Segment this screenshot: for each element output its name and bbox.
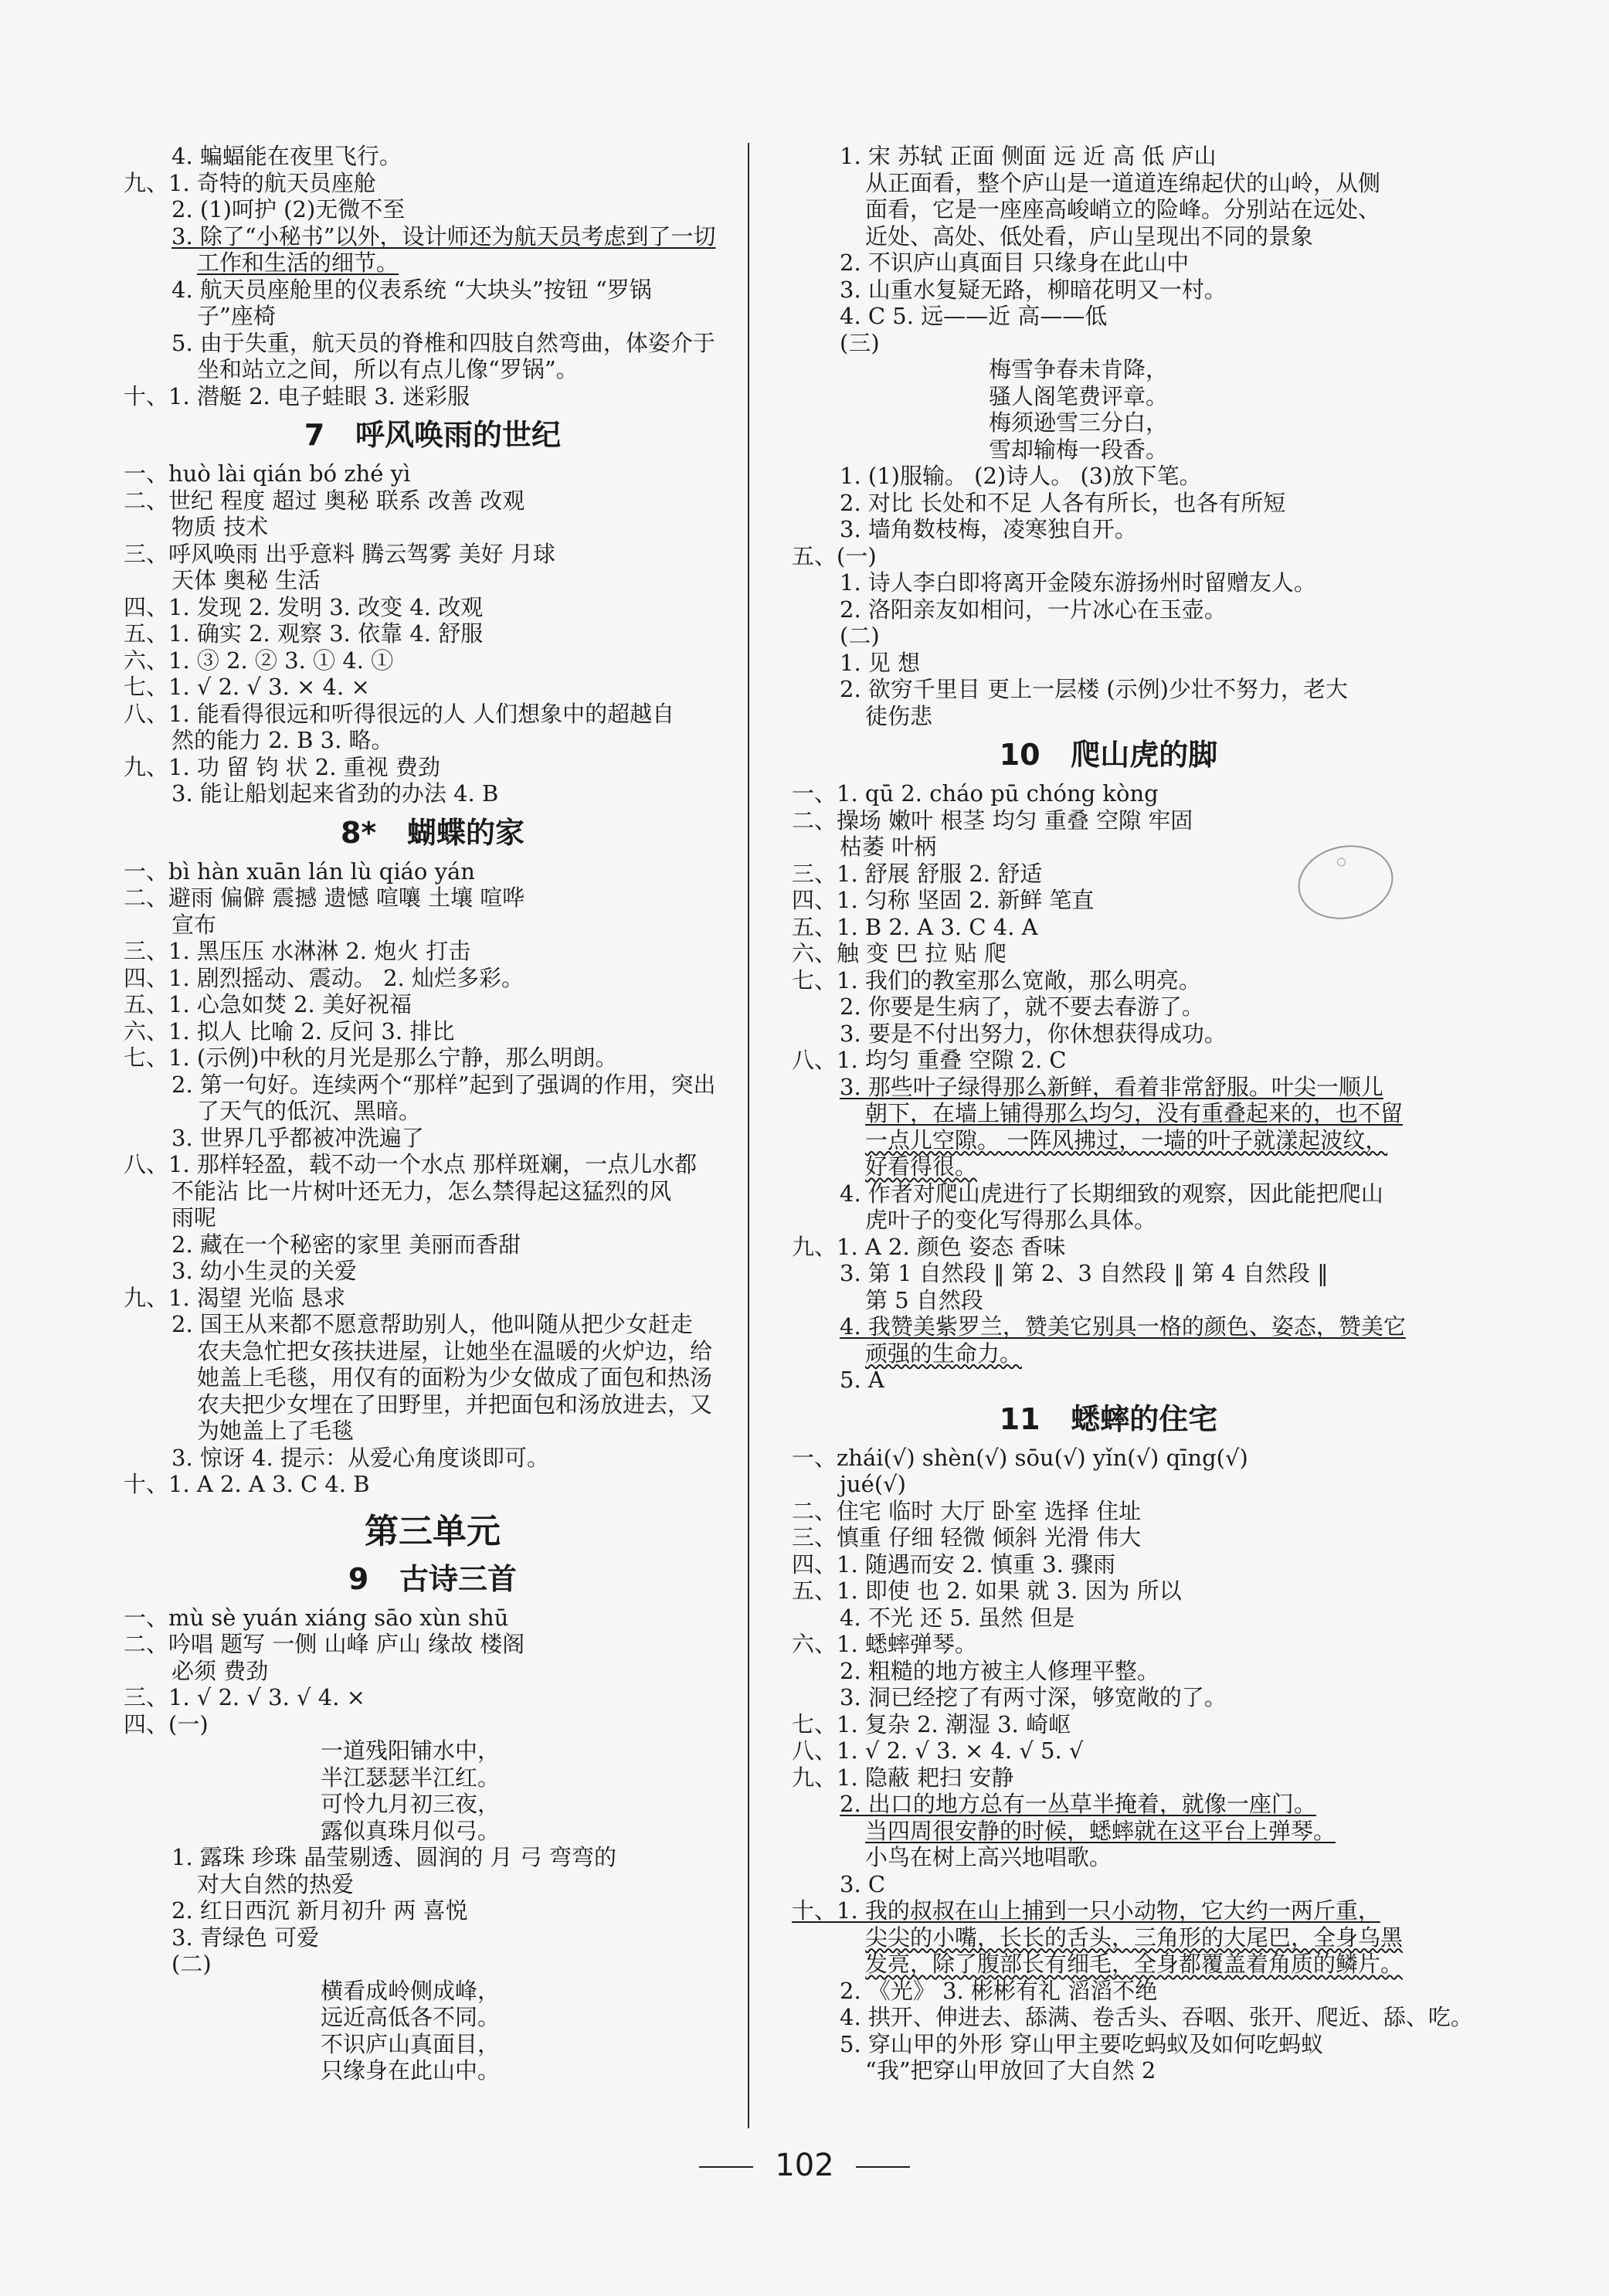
answer-line-text: 一、mù sè yuán xiáng sāo xùn shū [124,1604,509,1631]
answer-subline [124,1178,742,1205]
answer-subline-text: 5. A [840,1367,884,1393]
poem-line-text: 横看成岭侧成峰， [321,1977,501,2004]
answer-line-text: 七、1. 复杂 2. 潮湿 3. 崎岖 [792,1710,1071,1737]
answer-continuation [124,356,742,383]
answer-continuation [792,1340,1425,1367]
answer-subline [124,1924,742,1951]
answer-line-text: 二、世纪 程度 超过 奥秘 联系 改善 改观 [124,487,525,514]
answer-subline-text: 1. 宋 苏轼 正面 侧面 远 近 高 低 庐山 [840,143,1217,169]
answer-subline-text: 2. 不识庐山真面目 只缘身在此山中 [840,250,1190,276]
answer-line-text: 三、1. √ 2. √ 3. √ 4. × [124,1684,365,1710]
answer-subline [124,567,742,594]
answer-line-text: 五、1. 心急如焚 2. 美好祝福 [124,991,412,1017]
answer-continuation [124,1871,742,1898]
answer-continuation [124,1364,742,1391]
answer-subline-text: 3. C [840,1870,886,1897]
answer-subline [124,514,742,541]
answer-line [124,487,742,515]
answer-subline [792,303,1425,330]
answer-subline [792,993,1425,1021]
answer-continuation-text: 为她盖上了毛毯 [197,1418,355,1444]
lesson-title-text: 8* 蝴蝶的家 [340,815,524,850]
answer-line [124,1285,742,1312]
answer-line-text: 六、1. 蟋蟀弹琴。 [792,1631,977,1657]
answer-continuation-text: 对大自然的热爱 [197,1870,355,1897]
answer-subline-text: 必须 费劲 [171,1657,269,1684]
answer-line-text: 七、1. (示例)中秋的月光是那么宁静，那么明朗。 [124,1044,618,1071]
answer-line [124,938,742,965]
answer-subline [792,1658,1425,1685]
answer-line-text: 十、1. A 2. A 3. C 4. B [124,1471,370,1497]
answer-subline [124,1897,742,1924]
answer-continuation-text: 虎叶子的变化写得那么具体。 [865,1207,1157,1233]
answer-line-text: 十、1. 潜艇 2. 电子蛙眼 3. 迷彩服 [124,382,470,409]
poem-line [124,2004,742,2031]
answer-line [124,965,742,992]
answer-subline [124,780,742,807]
answer-subline [124,1844,742,1871]
answer-line-text: 八、1. 能看得很远和听得很远的人 人们想象中的超越自 [124,700,675,727]
answer-subline-text: 2. 藏在一个秘密的家里 美丽而香甜 [171,1231,521,1258]
poem-line-text: 只缘身在此山中。 [321,2057,501,2084]
answer-line-text: 三、1. 黑压压 水淋淋 2. 炮火 打击 [124,938,471,964]
poem-line [124,1978,742,2005]
answer-line-text: 五、1. 即使 也 2. 如果 就 3. 因为 所以 [792,1578,1182,1604]
answer-subline-text: 3. 第 1 自然段 ‖ 第 2、3 自然段 ‖ 第 4 自然段 ‖ [840,1260,1329,1286]
answer-subline [792,2031,1425,2058]
answer-subline [792,623,1425,650]
answer-continuation [792,1127,1425,1154]
answer-continuation-text: 尖尖的小嘴，长长的舌头，三角形的大尾巴，全身乌黑 [865,1924,1404,1951]
answer-subline [792,1871,1425,1898]
answer-line-text: 八、1. 均匀 重叠 空隙 2. C [792,1047,1067,1073]
lesson-title [792,739,1425,771]
answer-line [792,1737,1425,1764]
answer-subline-text: 2. 对比 长处和不足 人各有所长，也各有所短 [840,489,1286,516]
lesson-title-text: 7 呼风唤雨的世纪 [304,418,562,452]
answer-line-text: 四、1. 匀称 坚固 2. 新鲜 笔直 [792,887,1095,913]
poem-line-text: 半江瑟瑟半江红。 [321,1764,501,1791]
answer-subline-text: 2. (1)呵护 (2)无微不至 [171,196,406,222]
answer-line-text: 六、触 变 巴 拉 贴 爬 [792,940,1007,966]
answer-line [792,780,1425,807]
answer-subline [124,1204,742,1231]
unit-title [124,1512,742,1552]
answer-subline-text: jué(√) [840,1471,906,1497]
answer-line-text: 九、1. 奇特的航天员座舱 [124,169,376,196]
poem-line [792,409,1425,436]
answer-subline [124,1072,742,1099]
answer-subline [124,1445,742,1472]
answer-line [124,674,742,701]
poem-line [124,2057,742,2084]
answer-line-text: 二、住宅 临时 大厅 卧室 选择 住址 [792,1497,1142,1524]
lesson-title-text: 10 爬山虎的脚 [999,738,1218,772]
answer-subline-text: (二) [840,623,880,649]
answer-subline-text: 3. 那些叶子绿得那么新鲜，看着非常舒服。叶尖一顺儿 [840,1073,1383,1100]
answer-subline-text: 3. 青绿色 可爱 [171,1924,320,1951]
answer-subline [792,277,1425,304]
answer-line-text: 五、1. 确实 2. 观察 3. 依靠 4. 舒服 [124,620,484,647]
answer-subline [792,1180,1425,1207]
faint-stamp: ○ [1292,837,1400,928]
lesson-title [792,1403,1425,1435]
answer-line [124,1044,742,1072]
answer-line-text: 五、1. B 2. A 3. C 4. A [792,913,1038,940]
answer-subline [792,2004,1473,2031]
answer-continuation-text: 朝下，在墙上铺得那么均匀，没有重叠起来的，也不留 [865,1100,1404,1126]
answer-subline-text: 然的能力 2. B 3. 略。 [171,727,394,753]
lesson-title-text: 11 蟋蟀的住宅 [999,1401,1218,1436]
answer-subline [124,1231,742,1258]
answer-continuation [124,1338,742,1365]
answer-subline [792,463,1425,490]
answer-continuation [792,170,1425,197]
answer-line-text: 六、1. 拟人 比喻 2. 反问 3. 排比 [124,1017,455,1044]
answer-continuation-text: 农夫把少女埋在了田野里，并把面包和汤放进去，又 [197,1391,713,1418]
answer-continuation-text: 从正面看，整个庐山是一道道连绵起伏的山岭，从侧 [865,169,1381,196]
answer-line [792,1445,1425,1472]
answer-continuation [792,1100,1425,1127]
answer-line-text: 一、zhái(√) shèn(√) sōu(√) yǐn(√) qīng(√) [792,1444,1248,1471]
answer-continuation-text: 一点儿空隙。 一阵风拂过，一墙的叶子就漾起波纹， [865,1126,1388,1153]
answer-line-text: 三、1. 舒展 舒服 2. 舒适 [792,860,1043,887]
answer-continuation [124,1418,742,1445]
answer-subline-text: 4. 航天员座舱里的仪表系统 “大块头”按钮 “罗锅 [171,276,652,303]
answer-subline [792,569,1425,596]
answer-line [124,991,742,1018]
answer-subline [124,196,742,223]
answer-subline-text: 3. 能让船划起来省劲的办法 4. B [171,780,499,807]
poem-line [124,1764,742,1792]
answer-subline-text: 宣布 [171,911,217,938]
answer-line [792,807,1425,834]
answer-subline [792,676,1425,703]
answer-line [124,858,742,885]
answer-line [124,701,742,728]
poem-line-text: 雪却输梅一段香。 [989,436,1169,463]
answer-continuation [124,1391,742,1418]
answer-subline-text: 雨呢 [171,1204,217,1231]
poem-line [792,436,1425,464]
answer-continuation [124,250,742,277]
answer-continuation-text: 子”座椅 [197,303,276,329]
answer-continuation [792,2057,1425,2084]
answer-continuation [792,196,1425,223]
answer-continuation-text: “我”把穿山甲放回了大自然 2 [865,2057,1156,2084]
answer-subline [124,1125,742,1152]
answer-subline [124,1311,742,1338]
answer-line [792,1524,1425,1551]
answer-subline-text: 5. 由于失重，航天员的脊椎和四肢自然弯曲，体姿介于 [171,329,715,356]
answer-continuation-text: 了天气的低沉、黑暗。 [197,1098,422,1124]
answer-subline-text: 4. 作者对爬山虎进行了长期细致的观察，因此能把爬山 [840,1180,1383,1207]
poem-line [124,2031,742,2058]
page-number: 102 [775,2148,834,2183]
answer-subline [124,912,742,939]
answer-subline-text: 2. 出口的地方总有一丛草半掩着，就像一座门。 [840,1791,1316,1817]
answer-continuation [792,1924,1425,1951]
answer-line [124,541,742,568]
answer-line [124,1605,742,1632]
answer-subline-text: 1. 露珠 珍珠 晶莹剔透、圆润的 月 弓 弯弯的 [171,1844,616,1870]
answer-continuation [792,1818,1425,1845]
answer-subline-text: 2. 《光》 3. 彬彬有礼 滔滔不绝 [840,1977,1158,2004]
answer-subline [792,516,1425,543]
answer-line-text: 九、1. 渴望 光临 恳求 [124,1284,346,1311]
answer-line-text: 八、1. √ 2. √ 3. × 4. √ 5. √ [792,1737,1084,1764]
answer-subline [124,143,742,170]
lesson-title [124,817,742,849]
answer-continuation [792,1844,1425,1871]
poem-line-text: 远近高低各不同。 [321,2004,501,2030]
answer-subline-text: 2. 粗糙的地方被主人修理平整。 [840,1657,1159,1684]
answer-line [124,594,742,621]
answer-subline [792,1260,1425,1287]
answer-continuation-text: 她盖上毛毯，用仅有的面粉为少女做成了面包和热汤 [197,1364,713,1391]
answer-continuation-text: 好看得很。 [865,1153,978,1180]
answer-line [124,1151,742,1178]
answer-subline-text: 3. 要是不付出努力，你休想获得成功。 [840,1020,1227,1047]
answer-subline-text: 3. 墙角数枝梅，凌寒独自开。 [840,516,1137,542]
answer-subline [792,1978,1425,2005]
answer-line-text: 三、呼风唤雨 出乎意料 腾云驾雾 美好 月球 [124,540,555,567]
answer-continuation-text: 近处、高处、低处看，庐山呈现出不同的景象 [865,222,1314,250]
answer-line-text: 六、1. ③ 2. ② 3. ① 4. ① [124,647,394,674]
answer-line-text: 十、1. 我的叔叔在山上捕到一只小动物，它大约一两斤重， [792,1897,1380,1924]
answer-subline [792,1074,1425,1101]
poem-line [792,383,1425,410]
answer-subline [792,1684,1425,1711]
answer-line [124,1018,742,1045]
page-number-footer [0,2148,1609,2183]
answer-subline [792,1605,1425,1632]
answer-subline-text: 枯萎 叶柄 [840,834,937,860]
answer-line-text: 二、操场 嫩叶 根茎 均匀 重叠 空隙 牢固 [792,807,1193,834]
answer-subline-text: 4. 我赞美紫罗兰，赞美它别具一格的颜色、姿态，赞美它 [840,1313,1406,1340]
answer-subline-text: 1. 见 想 [840,649,921,676]
answer-subline-text: 4. 拱开、伸进去、舔满、卷舌头、吞咽、张开、爬近、舔、吃。 [840,2004,1473,2030]
answer-line-text: 二、吟唱 题写 一侧 山峰 庐山 缘故 楼阁 [124,1631,525,1657]
lesson-title [124,1563,742,1595]
answer-line-text: 四、1. 发现 2. 发明 3. 改变 4. 改观 [124,593,484,620]
left-column [124,143,742,2084]
answer-continuation-text: 发亮，除了腹部长有细毛，全身都覆盖着角质的鳞片。 [865,1951,1404,1977]
answer-line [124,885,742,912]
footer-dash-right [856,2166,910,2168]
answer-subline-text: 2. 红日西沉 新月初升 两 喜悦 [171,1897,468,1924]
poem-line [124,1737,742,1764]
answer-subline [124,727,742,754]
answer-line [124,647,742,674]
answer-continuation [124,303,742,330]
answer-subline [124,1258,742,1285]
answer-subline-text: 3. 惊讶 4. 提示：从爱心角度谈即可。 [171,1444,549,1471]
answer-subline-text: 1. 诗人李白即将离开金陵东游扬州时留赠友人。 [840,569,1316,596]
answer-subline [124,1658,742,1685]
answer-line-text: 三、慎重 仔细 轻微 倾斜 光滑 伟大 [792,1524,1142,1550]
answer-subline [792,1313,1425,1340]
answer-subline [792,1367,1425,1394]
answer-continuation-text: 小鸟在树上高兴地唱歌。 [865,1844,1112,1870]
poem-line [124,1818,742,1845]
answer-subline [792,650,1425,677]
answer-continuation [792,703,1425,730]
answer-subline-text: 3. 幼小生灵的关爱 [171,1258,357,1284]
answer-subline [792,1471,1425,1498]
answer-line [792,1551,1425,1578]
answer-continuation-text: 顽强的生命力。 [865,1340,1023,1367]
answer-subline-text: 4. 蝙蝠能在夜里飞行。 [171,143,402,169]
answer-continuation [792,1153,1425,1180]
answer-subline-text: 2. 第一句好。连续两个“那样”起到了强调的作用，突出 [171,1071,716,1098]
answer-subline-text: (二) [171,1951,212,1977]
answer-continuation-text: 当四周很安静的时候，蟋蟀就在这平台上弹琴。 [865,1817,1336,1844]
answer-continuation-text: 徒伤悲 [865,702,933,729]
answer-subline-text: 2. 洛阳亲友如相问，一片冰心在玉壶。 [840,596,1227,623]
answer-continuation-text: 农夫急忙把女孩扶进屋，让她坐在温暖的火炉边，给 [197,1337,713,1364]
lesson-title-text: 9 古诗三首 [348,1561,518,1596]
answer-line [124,460,742,487]
answer-line [792,1711,1425,1738]
answer-continuation [792,223,1425,250]
answer-line-text: 一、1. qū 2. cháo pū chóng kòng [792,780,1159,807]
answer-line-text: 一、huò lài qián bó zhé yì [124,460,411,487]
answer-line [124,1471,742,1498]
answer-subline-text: 3. 世界几乎都被冲洗遍了 [171,1124,424,1151]
answer-subline-text: 2. 你要是生病了，就不要去春游了。 [840,993,1204,1020]
answer-line [792,1234,1425,1261]
lesson-title [124,419,742,451]
answer-line [792,1764,1425,1792]
poem-line-text: 不识庐山真面目， [321,2030,501,2057]
answer-line-text: 二、避雨 偏僻 震撼 遗憾 喧嚷 土壤 喧哗 [124,885,525,911]
poem-line-text: 露似真珠月似弓。 [321,1817,501,1844]
answer-continuation [792,1951,1425,1978]
poem-line-text: 一道残阳铺水中， [321,1737,501,1764]
answer-subline-text: 3. 洞已经挖了有两寸深，够宽敞的了。 [840,1684,1227,1710]
answer-line [792,1498,1425,1525]
answer-line [792,1047,1425,1074]
answer-subline [124,330,742,357]
answer-continuation [124,1098,742,1125]
answer-line-text: 七、1. 我们的教室那么宽敞，那么明亮。 [792,966,1201,993]
answer-continuation-text: 第 5 自然段 [865,1286,983,1313]
answer-continuation-text: 面看，它是一座座高峻峭立的险峰。分别站在远处、 [865,196,1381,222]
answer-line-text: 九、1. A 2. 颜色 姿态 香味 [792,1233,1066,1260]
answer-subline [792,490,1425,517]
answer-line [124,170,742,197]
answer-subline-text: 4. C 5. 远——近 高——低 [840,303,1108,329]
answer-subline [792,250,1425,277]
answer-line [124,1631,742,1658]
poem-line-text: 梅雪争春未肯降， [989,356,1169,382]
answer-line [792,940,1425,967]
answer-subline-text: 物质 技术 [171,514,269,540]
answer-subline [124,223,742,250]
answer-line-text: 四、1. 随遇而安 2. 慎重 3. 骤雨 [792,1550,1116,1578]
answer-line-text: 五、(一) [792,542,877,569]
answer-line-text: 一、bì hàn xuān lán lù qiáo yán [124,858,475,885]
answer-subline [792,596,1425,623]
answer-continuation [792,1287,1425,1314]
answer-subline [124,1951,742,1978]
answer-subline-text: 2. 欲穷千里目 更上一层楼 (示例)少壮不努力，老大 [840,676,1348,702]
poem-line-text: 梅须逊雪三分白， [989,409,1169,436]
answer-line-text: 七、1. √ 2. √ 3. × 4. × [124,674,370,700]
poem-line-text: 可怜九月初三夜， [321,1791,501,1817]
answer-line [792,1897,1425,1924]
answer-line [792,1631,1425,1658]
answer-line [792,543,1425,570]
poem-line-text: 骚人阁笔费评章。 [989,382,1169,409]
answer-subline [792,143,1425,170]
poem-line [124,1791,742,1818]
answer-subline [792,330,1425,357]
answer-subline-text: 天体 奥秘 生活 [171,567,321,593]
answer-line [124,1684,742,1711]
answer-line [124,620,742,647]
answer-subline [792,1791,1425,1818]
answer-subline [124,277,742,304]
answer-subline-text: (三) [840,329,880,356]
answer-subline-text: 4. 不光 还 5. 虽然 但是 [840,1604,1075,1631]
answer-line-text: 九、1. 功 留 钧 状 2. 重视 费劲 [124,753,440,780]
answer-line [792,1578,1425,1605]
answer-subline-text: 2. 国王从来都不愿意帮助别人，他叫随从把少女赶走 [171,1311,693,1337]
answer-line-text: 四、(一) [124,1710,209,1737]
answer-continuation-text: 坐和站立之间，所以有点儿像“罗锅”。 [197,356,579,382]
answer-subline-text: 3. 除了“小秘书”以外，设计师还为航天员考虑到了一切 [171,222,716,250]
answer-continuation [792,1207,1425,1234]
answer-subline-text: 5. 穿山甲的外形 穿山甲主要吃蚂蚁及如何吃蚂蚁 [840,2030,1324,2057]
answer-line [792,967,1425,994]
answer-subline-text: 3. 山重水复疑无路，柳暗花明又一村。 [840,276,1227,303]
answer-line [124,1711,742,1738]
answer-line-text: 八、1. 那样轻盈，载不动一个水点 那样斑斓，一点儿水都 [124,1151,698,1177]
answer-subline-text: 1. (1)服输。 (2)诗人。 (3)放下笔。 [840,463,1202,489]
answer-continuation-text: 工作和生活的细节。 [197,250,399,276]
answer-subline [792,1021,1425,1048]
answer-line-text: 四、1. 剧烈摇动、震动。 2. 灿烂多彩。 [124,964,524,991]
answer-line [124,754,742,781]
answer-line [124,383,742,410]
poem-line [792,356,1425,383]
right-column [792,143,1473,2084]
footer-dash-left [699,2166,753,2168]
answer-line-text: 九、1. 隐蔽 耙扫 安静 [792,1764,1014,1791]
unit-title-text: 第三单元 [365,1511,501,1551]
answer-subline-text: 不能沾 比一片树叶还无力，怎么禁得起这猛烈的风 [171,1177,672,1204]
column-divider [748,143,749,2128]
